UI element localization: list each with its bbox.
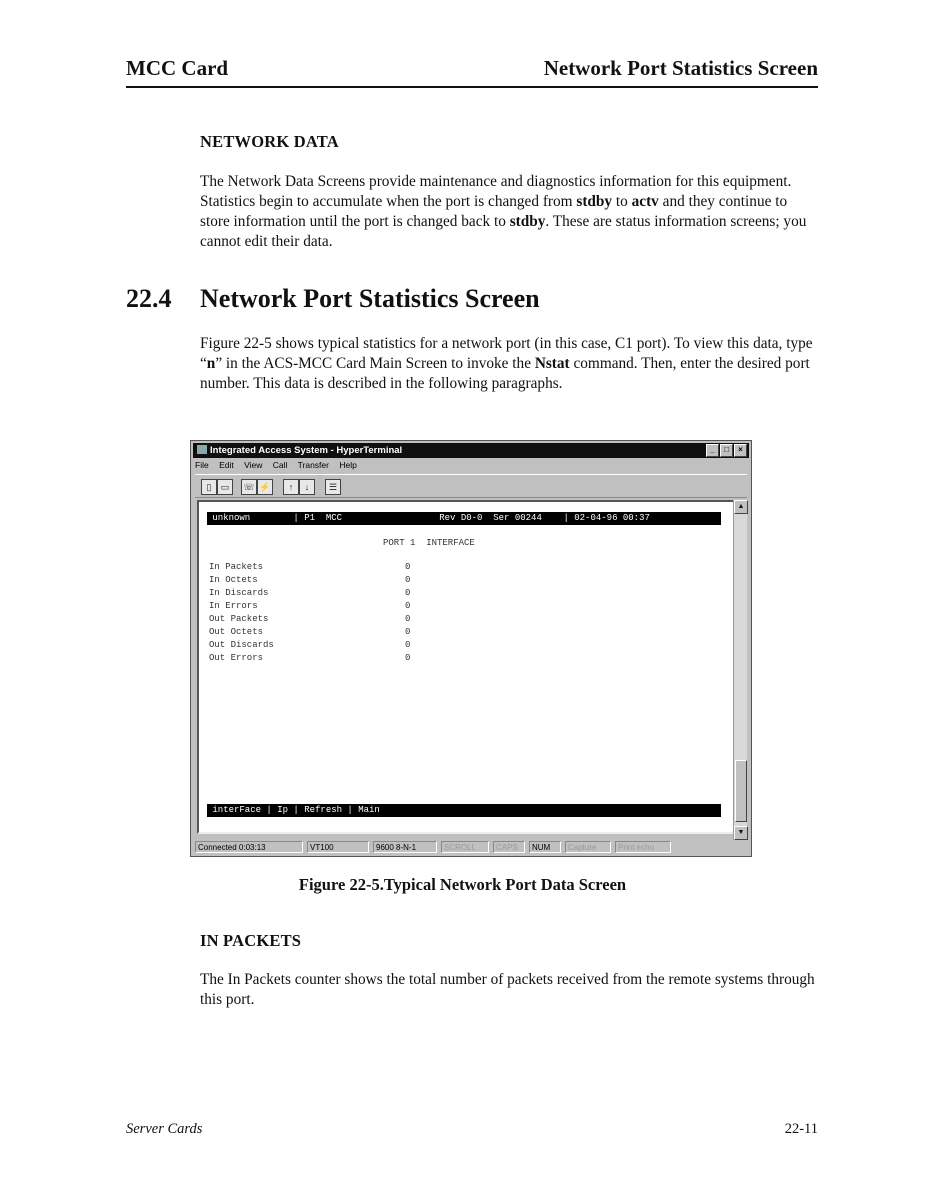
header-chapter: MCC Card <box>126 56 229 80</box>
stat-row <box>209 640 410 650</box>
stat-label: In Discards <box>209 588 269 598</box>
scroll-thumb[interactable] <box>735 760 747 822</box>
in-packets-paragraph: The In Packets counter shows the total number of packets received from the remote systems through this port. <box>200 971 815 1008</box>
terminal-screen[interactable] <box>197 500 743 834</box>
status-emulation: VT100 <box>307 841 369 853</box>
stat-row <box>209 575 410 585</box>
port-title: PORT 1 INTERFACE <box>383 538 475 548</box>
new-icon[interactable]: ▯ <box>201 479 217 495</box>
page-header <box>126 56 818 88</box>
menu-edit[interactable]: Edit <box>219 460 234 470</box>
stat-row <box>209 601 410 611</box>
footer-book-title: Server Cards <box>126 1121 203 1137</box>
menu-bar <box>195 460 365 470</box>
stat-label: Out Discards <box>209 640 274 650</box>
section-title <box>126 284 540 314</box>
terminal-command-line: interFace | Ip | Refresh | Main <box>207 804 721 817</box>
stat-value: 0 <box>405 614 411 624</box>
stat-row <box>209 614 410 624</box>
figure-caption: Figure 22-5.Typical Network Port Data Screen <box>298 875 627 894</box>
toolbar <box>195 474 747 498</box>
status-connected: Connected 0:03:13 <box>195 841 303 853</box>
stat-row <box>209 562 410 572</box>
menu-call[interactable]: Call <box>272 460 288 470</box>
disconnect-icon[interactable]: ⚡ <box>257 479 273 495</box>
stat-label: In Octets <box>209 575 258 585</box>
stat-label: Out Errors <box>209 653 264 663</box>
window-titlebar[interactable] <box>193 443 749 458</box>
status-settings: 9600 8-N-1 <box>373 841 437 853</box>
stat-label: Out Octets <box>209 627 264 637</box>
vertical-scrollbar[interactable] <box>733 500 747 840</box>
stat-value: 0 <box>405 653 411 663</box>
stat-value: 0 <box>405 575 411 585</box>
stat-row <box>209 627 410 637</box>
window-title: Integrated Access System - HyperTerminal <box>210 445 403 456</box>
status-scroll: SCROLL <box>441 841 489 853</box>
stat-value: 0 <box>405 588 411 598</box>
stat-value: 0 <box>405 601 411 611</box>
phone-icon[interactable]: ☏ <box>241 479 257 495</box>
footer-page-number: 22-11 <box>784 1121 818 1137</box>
network-data-paragraph: The Network Data Screens provide maintenance and diagnostics information for this equipment. Statistics begin to accumulate when the port is changed from stdby to actv and they continue to store information until the port is changed back to stdby. These are status information screens; you cannot edit their data. <box>200 173 807 250</box>
stat-value: 0 <box>405 562 411 572</box>
in-packets-heading: IN PACKETS <box>200 931 302 950</box>
status-print-echo: Print echo <box>615 841 671 853</box>
section-number: 22.4 <box>126 284 172 313</box>
status-capture: Capture <box>565 841 611 853</box>
close-button[interactable]: × <box>734 444 747 457</box>
hyperterminal-icon <box>197 445 207 454</box>
header-section: Network Port Statistics Screen <box>543 56 818 80</box>
stat-value: 0 <box>405 627 411 637</box>
stat-row <box>209 588 410 598</box>
menu-view[interactable]: View <box>244 460 263 470</box>
section-title-text: Network Port Statistics Screen <box>200 284 540 313</box>
maximize-button[interactable]: □ <box>720 444 733 457</box>
stat-value: 0 <box>405 640 411 650</box>
stat-label: In Packets <box>209 562 264 572</box>
properties-icon[interactable]: ☰ <box>325 479 341 495</box>
menu-help[interactable]: Help <box>339 460 357 470</box>
status-num: NUM <box>529 841 561 853</box>
scroll-up-icon[interactable]: ▲ <box>734 500 748 514</box>
receive-icon[interactable]: ↓ <box>299 479 315 495</box>
terminal-status-line: unknown | P1 MCC Rev D0-0 Ser 00244 | 02-04-96 00:37 <box>207 512 721 525</box>
open-icon[interactable]: ▭ <box>217 479 233 495</box>
stat-label: In Errors <box>209 601 258 611</box>
section-paragraph: Figure 22-5 shows typical statistics for a network port (in this case, C1 port). To view this data, type “n” in the ACS-MCC Card Main Screen to invoke the Nstat command. Then, enter the desired port number. This data is described in the following paragraphs. <box>200 335 813 392</box>
scroll-down-icon[interactable]: ▼ <box>734 826 748 840</box>
menu-transfer[interactable]: Transfer <box>297 460 329 470</box>
hyperterminal-window <box>190 440 752 857</box>
minimize-button[interactable]: _ <box>706 444 719 457</box>
send-icon[interactable]: ↑ <box>283 479 299 495</box>
status-bar <box>195 841 747 854</box>
network-data-heading: NETWORK DATA <box>200 132 339 151</box>
status-caps: CAPS <box>493 841 525 853</box>
stat-row <box>209 653 410 663</box>
stat-label: Out Packets <box>209 614 269 624</box>
menu-file[interactable]: File <box>195 460 209 470</box>
